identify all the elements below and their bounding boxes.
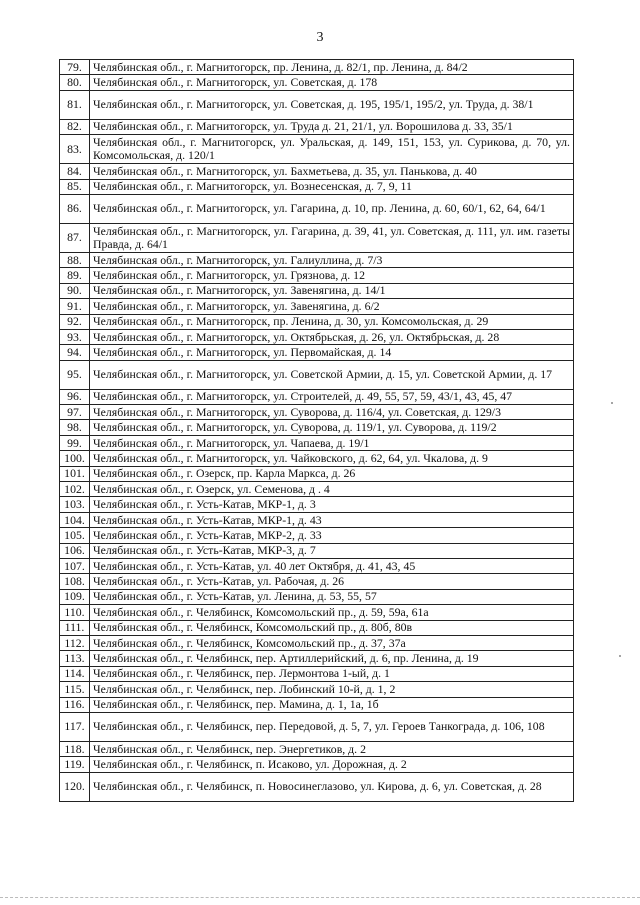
row-number: 116. [60,697,90,712]
address-cell: Челябинская обл., г. Магнитогорск, ул. Первомайская, д. 14 [90,345,574,360]
table-row [60,314,574,329]
row-number: 84. [60,164,90,179]
row-number: 89. [60,268,90,283]
row-number: 83. [60,135,90,164]
table-row [60,405,574,420]
table-row [60,329,574,344]
address-cell: Челябинская обл., г. Магнитогорск, ул. Октябрьская, д. 26, ул. Октябрьская, д. 28 [90,329,574,344]
row-number: 90. [60,283,90,298]
table-row [60,712,574,741]
table-row [60,697,574,712]
table-row [60,345,574,360]
row-number: 79. [60,60,90,75]
table-row [60,194,574,223]
row-number: 108. [60,574,90,589]
address-cell: Челябинская обл., г. Усть-Катав, МКР-1, д. 43 [90,512,574,527]
address-cell: Челябинская обл., г. Челябинск, пер. Мамина, д. 1, 1а, 1б [90,697,574,712]
row-number: 95. [60,360,90,389]
row-number: 98. [60,420,90,435]
address-cell: Челябинская обл., г. Магнитогорск, ул. Суворова, д. 119/1, ул. Суворова, д. 119/2 [90,420,574,435]
row-number: 109. [60,589,90,604]
address-cell: Челябинская обл., г. Магнитогорск, ул. Советская, д. 178 [90,75,574,90]
page-number: 3 [316,30,324,45]
row-number: 114. [60,666,90,681]
table-row [60,60,574,75]
row-number: 81. [60,90,90,119]
row-number: 118. [60,741,90,756]
row-number: 97. [60,405,90,420]
row-number: 93. [60,329,90,344]
address-cell: Челябинская обл., г. Магнитогорск, ул. Завенягина, д. 14/1 [90,283,574,298]
row-number: 92. [60,314,90,329]
table-row [60,558,574,573]
address-cell: Челябинская обл., г. Озерск, пр. Карла Маркса, д. 26 [90,466,574,481]
address-cell: Челябинская обл., г. Магнитогорск, пр. Ленина, д. 30, ул. Комсомольская, д. 29 [90,314,574,329]
row-number: 91. [60,299,90,314]
table-row [60,283,574,298]
table-row [60,651,574,666]
row-number: 80. [60,75,90,90]
table-row [60,90,574,119]
row-number: 99. [60,435,90,450]
address-cell: Челябинская обл., г. Челябинск, пер. Артиллерийский, д. 6, пр. Ленина, д. 19 [90,651,574,666]
address-cell: Челябинская обл., г. Челябинск, Комсомольский пр., д. 59, 59а, 61а [90,605,574,620]
address-cell: Челябинская обл., г. Челябинск, Комсомольский пр., д. 80б, 80в [90,620,574,635]
address-cell: Челябинская обл., г. Челябинск, пер. Лермонтова 1-ый, д. 1 [90,666,574,681]
table-row [60,360,574,389]
table-row [60,435,574,450]
address-cell: Челябинская обл., г. Магнитогорск, ул. Советской Армии, д. 15, ул. Советской Армии, д. 17 [90,360,574,389]
table-row [60,772,574,801]
row-number: 104. [60,512,90,527]
table-row [60,420,574,435]
address-cell: Челябинская обл., г. Магнитогорск, ул. Галиуллина, д. 7/3 [90,252,574,267]
address-cell: Челябинская обл., г. Усть-Катав, ул. Рабочая, д. 26 [90,574,574,589]
table-row [60,543,574,558]
address-cell: Челябинская обл., г. Усть-Катав, МКР-3, д. 7 [90,543,574,558]
table-row [60,223,574,252]
row-number: 88. [60,252,90,267]
address-cell: Челябинская обл., г. Усть-Катав, МКР-2, д. 33 [90,528,574,543]
address-cell: Челябинская обл., г. Усть-Катав, ул. 40 лет Октября, д. 41, 43, 45 [90,558,574,573]
table-row [60,389,574,404]
table-row [60,666,574,681]
row-number: 106. [60,543,90,558]
address-cell: Челябинская обл., г. Магнитогорск, ул. Завенягина, д. 6/2 [90,299,574,314]
table-row [60,135,574,164]
row-number: 119. [60,757,90,772]
table-row [60,741,574,756]
table-row [60,252,574,267]
row-number: 94. [60,345,90,360]
address-cell: Челябинская обл., г. Челябинск, пер. Энергетиков, д. 2 [90,741,574,756]
address-table-body [60,60,574,802]
row-number: 120. [60,772,90,801]
row-number: 107. [60,558,90,573]
scan-speck [619,655,621,657]
row-number: 103. [60,497,90,512]
address-cell: Челябинская обл., г. Магнитогорск, ул. Вознесенская, д. 7, 9, 11 [90,179,574,194]
page-bottom-edge [0,897,640,898]
row-number: 86. [60,194,90,223]
row-number: 113. [60,651,90,666]
address-cell: Челябинская обл., г. Магнитогорск, ул. Уральская, д. 149, 151, 153, ул. Сурикова, д. 70, ул. Комсомольская, д. 120/1 [90,135,574,164]
address-cell: Челябинская обл., г. Челябинск, пер. Передовой, д. 5, 7, ул. Героев Танкограда, д. 106, 108 [90,712,574,741]
address-cell: Челябинская обл., г. Магнитогорск, ул. Советская, д. 195, 195/1, 195/2, ул. Труда, д. 38/1 [90,90,574,119]
table-row [60,512,574,527]
row-number: 111. [60,620,90,635]
table-row [60,299,574,314]
row-number: 117. [60,712,90,741]
address-cell: Челябинская обл., г. Магнитогорск, ул. Бахметьева, д. 35, ул. Панькова, д. 40 [90,164,574,179]
row-number: 115. [60,682,90,697]
table-row [60,620,574,635]
address-cell: Челябинская обл., г. Усть-Катав, ул. Ленина, д. 53, 55, 57 [90,589,574,604]
address-cell: Челябинская обл., г. Магнитогорск, ул. Суворова, д. 116/4, ул. Советская, д. 129/3 [90,405,574,420]
table-row [60,119,574,134]
row-number: 105. [60,528,90,543]
row-number: 82. [60,119,90,134]
address-cell: Челябинская обл., г. Магнитогорск, ул. Гагарина, д. 10, пр. Ленина, д. 60, 60/1, 62, 64, 64/1 [90,194,574,223]
address-cell: Челябинская обл., г. Челябинск, Комсомольский пр., д. 37, 37а [90,635,574,650]
row-number: 101. [60,466,90,481]
table-row [60,574,574,589]
address-cell: Челябинская обл., г. Челябинск, п. Новосинеглазово, ул. Кирова, д. 6, ул. Советская, д. 28 [90,772,574,801]
address-table [59,59,574,802]
table-row [60,682,574,697]
address-cell: Челябинская обл., г. Усть-Катав, МКР-1, д. 3 [90,497,574,512]
table-row [60,757,574,772]
table-row [60,164,574,179]
row-number: 112. [60,635,90,650]
address-cell: Челябинская обл., г. Челябинск, пер. Лобинский 10-й, д. 1, 2 [90,682,574,697]
row-number: 96. [60,389,90,404]
address-cell: Челябинская обл., г. Магнитогорск, ул. Труда д. 21, 21/1, ул. Ворошилова д. 33, 35/1 [90,119,574,134]
table-row [60,497,574,512]
table-row [60,268,574,283]
address-cell: Челябинская обл., г. Магнитогорск, ул. Строителей, д. 49, 55, 57, 59, 43/1, 43, 45, 47 [90,389,574,404]
table-row [60,528,574,543]
address-cell: Челябинская обл., г. Магнитогорск, ул. Гагарина, д. 39, 41, ул. Советская, д. 111, ул. им. газеты Правда, д. 64/1 [90,223,574,252]
table-row [60,635,574,650]
table-row [60,482,574,497]
address-cell: Челябинская обл., г. Озерск, ул. Семенова, д . 4 [90,482,574,497]
address-cell: Челябинская обл., г. Челябинск, п. Исаково, ул. Дорожная, д. 2 [90,757,574,772]
table-row [60,605,574,620]
table-row [60,466,574,481]
scan-speck [611,402,613,404]
row-number: 102. [60,482,90,497]
address-cell: Челябинская обл., г. Магнитогорск, ул. Чайковского, д. 62, 64, ул. Чкалова, д. 9 [90,451,574,466]
address-cell: Челябинская обл., г. Магнитогорск, ул. Чапаева, д. 19/1 [90,435,574,450]
row-number: 100. [60,451,90,466]
table-row [60,75,574,90]
table-row [60,179,574,194]
row-number: 110. [60,605,90,620]
address-cell: Челябинская обл., г. Магнитогорск, пр. Ленина, д. 82/1, пр. Ленина, д. 84/2 [90,60,574,75]
table-row [60,451,574,466]
row-number: 87. [60,223,90,252]
row-number: 85. [60,179,90,194]
address-cell: Челябинская обл., г. Магнитогорск, ул. Грязнова, д. 12 [90,268,574,283]
table-row [60,589,574,604]
